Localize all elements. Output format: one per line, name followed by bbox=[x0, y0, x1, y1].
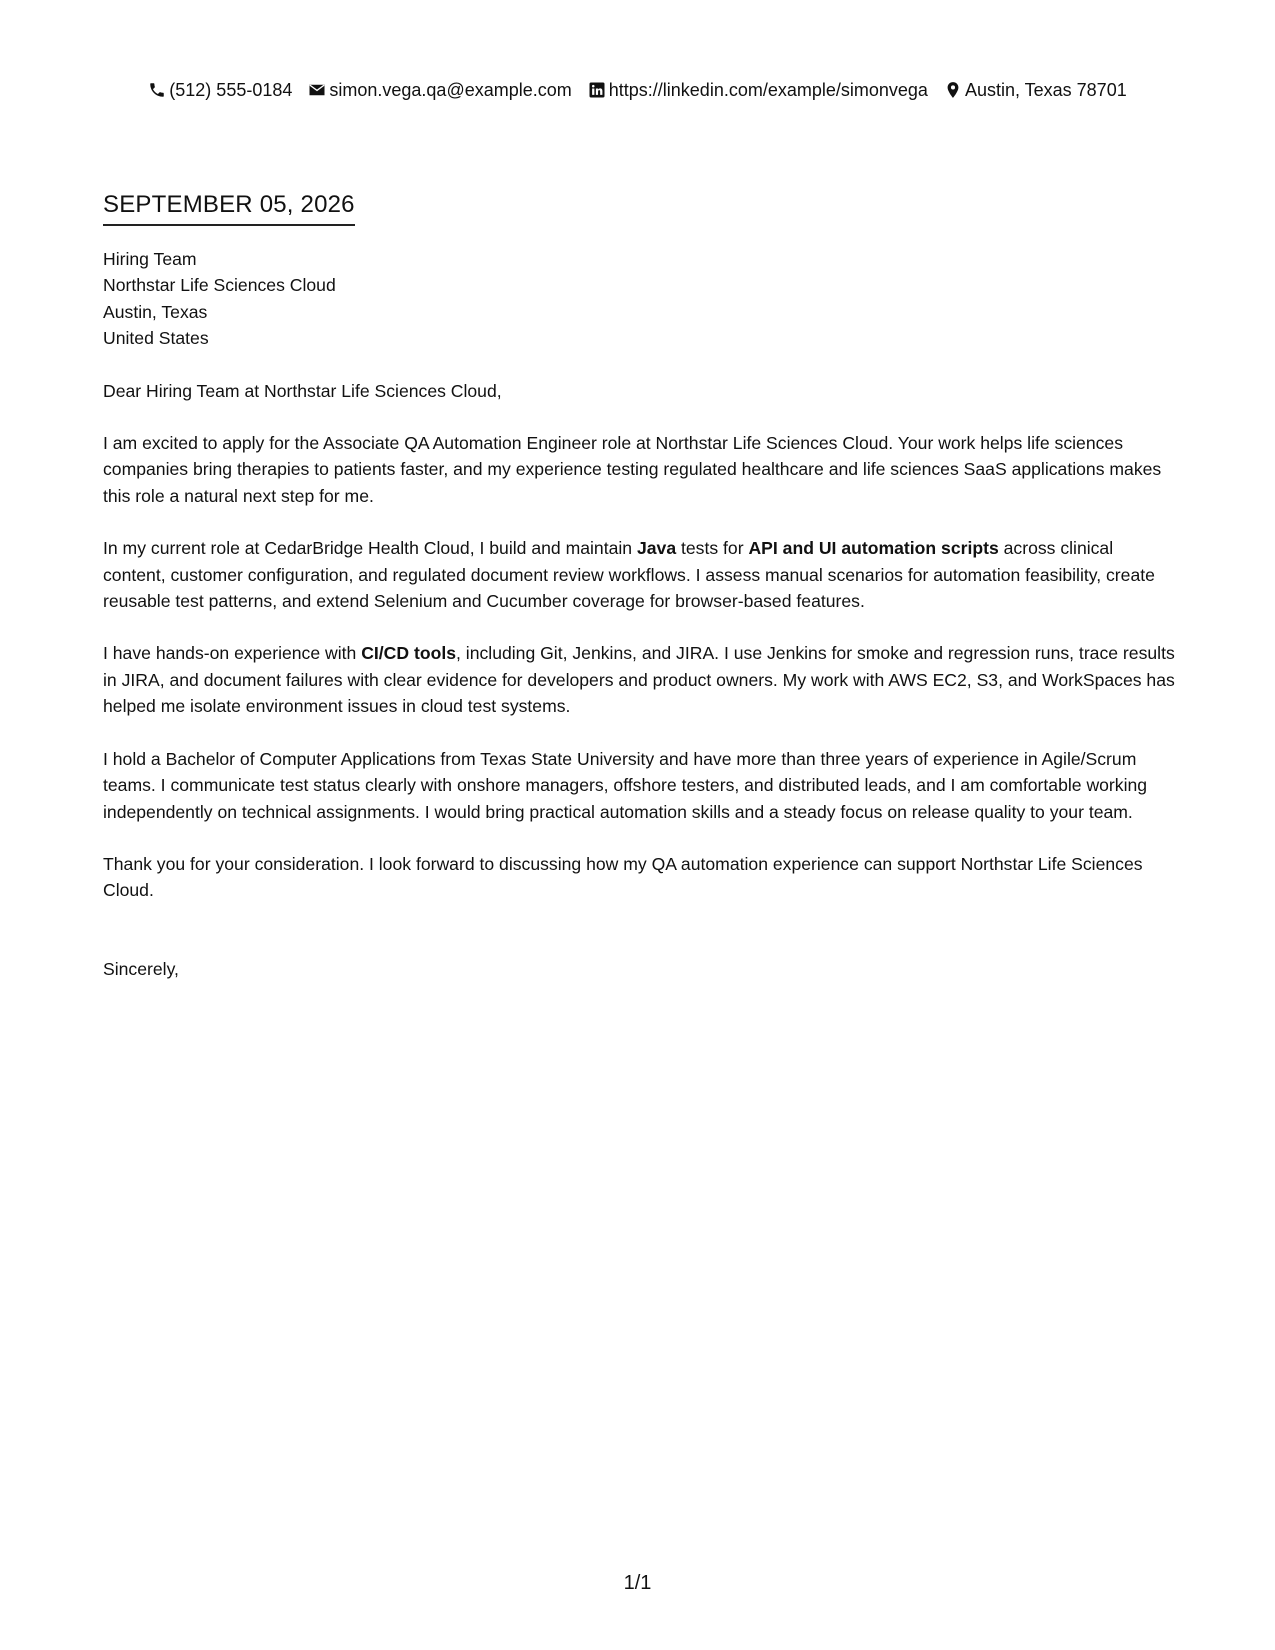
recipient-city: Austin, Texas bbox=[103, 301, 208, 322]
recipient-country: United States bbox=[103, 328, 209, 349]
recipient-name: Hiring Team bbox=[103, 249, 197, 269]
phone-text: (512) 555-0184 bbox=[169, 80, 293, 100]
paragraph-3-text: I have hands-on experience with bbox=[103, 643, 362, 664]
paragraph-1: I am excited to apply for the Associate QA Automation Engineer role at Northstar Life Sciences Cloud. Your work helps life sciences companies bring therapies to patients faster, and my experience testing regulated healthcare and life sciences SaaS applications makes this role a natural next step for me. bbox=[103, 433, 1162, 506]
contact-phone bbox=[148, 78, 292, 102]
contact-linkedin[interactable] bbox=[588, 78, 928, 102]
page-number: 1/1 bbox=[623, 1572, 652, 1594]
paragraph-2-bold-scripts: API and UI automation scripts bbox=[748, 538, 999, 559]
contact-bar bbox=[0, 78, 1275, 102]
linkedin-icon bbox=[588, 81, 606, 99]
map-marker-icon bbox=[944, 81, 962, 99]
paragraph-2 bbox=[103, 535, 1178, 614]
letter-date: SEPTEMBER 05, 2026 bbox=[103, 190, 355, 226]
contact-email[interactable] bbox=[308, 78, 571, 102]
paragraph-5: Thank you for your consideration. I look forward to discussing how my QA automation experience can support Northstar Life Sciences Cloud. bbox=[103, 853, 1143, 901]
salutation: Dear Hiring Team at Northstar Life Sciences Cloud, bbox=[103, 380, 502, 401]
paragraph-3-bold-cicd: CI/CD tools bbox=[361, 643, 457, 664]
envelope-icon bbox=[308, 81, 326, 99]
contact-location bbox=[944, 78, 1127, 102]
paragraph-4: I hold a Bachelor of Computer Applications from Texas State University and have more than three years of experience in Agile/Scrum teams. I communicate test status clearly with onshore managers, offshore testers, and distributed leads, and I am comfortable working independently on technical assignments. I would bring practical automation skills and a steady focus on release quality to your team. bbox=[103, 748, 1148, 822]
paragraph-3 bbox=[103, 640, 1178, 719]
phone-icon bbox=[148, 81, 166, 99]
paragraph-2-text: across clinical content, customer configuration, and regulated document review workflows. I assess manual scenarios for automation feasibility, create reusable test patterns, and extend Selenium and Cucumber coverage for browser-based features. bbox=[103, 538, 1155, 612]
email-text[interactable]: simon.vega.qa@example.com bbox=[329, 80, 572, 100]
closing: Sincerely, bbox=[103, 958, 179, 979]
recipient-company: Northstar Life Sciences Cloud bbox=[103, 275, 336, 296]
paragraph-2-text: tests for bbox=[676, 538, 749, 559]
letter-body bbox=[103, 190, 1178, 982]
location-text: Austin, Texas 78701 bbox=[964, 80, 1127, 100]
linkedin-text[interactable]: https://linkedin.com/example/simonvega bbox=[608, 80, 928, 100]
paragraph-3-text: , including Git, Jenkins, and JIRA. I use Jenkins for smoke and regression runs, trace results in JIRA, and document failures with clear evidence for developers and product owners. My work with AWS EC2, S3, and WorkSpaces has helped me isolate environment issues in cloud test systems. bbox=[103, 643, 1175, 717]
paragraph-2-text: In my current role at CedarBridge Health Cloud, I build and maintain bbox=[103, 538, 637, 559]
recipient-block bbox=[103, 246, 1178, 352]
paragraph-2-bold-java: Java bbox=[636, 538, 677, 559]
